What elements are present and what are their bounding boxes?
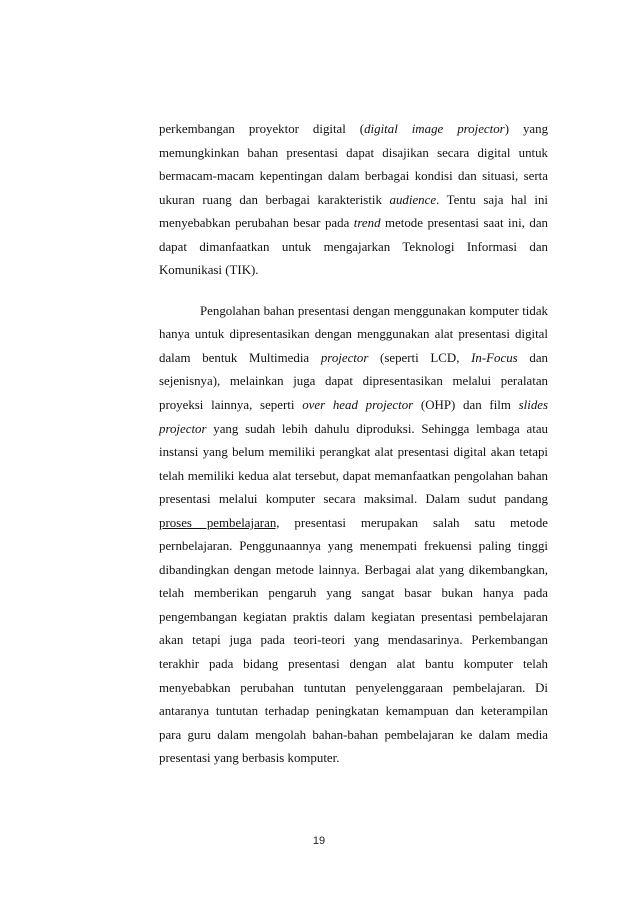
page-number: 19 [312, 835, 326, 847]
italic-text: slides projector [159, 398, 549, 436]
body-text [159, 118, 548, 771]
italic-text: trend [353, 216, 381, 231]
text-run: ) yang memungkinkan bahan presentasi dapat disajikan secara digital untuk bermacam-macam kepentingan dalam berbagai kondisi dan situasi, serta ukuran ruang dan berbagai karakteristik [159, 122, 549, 207]
paragraph-2 [159, 300, 548, 771]
text-run: (OHP) dan film [413, 398, 519, 413]
italic-text: projector [320, 350, 369, 365]
text-run: perkembangan proyektor digital ( [159, 122, 365, 136]
italic-text: over head projector [302, 398, 414, 413]
italic-text: digital image projector [364, 122, 505, 136]
paragraph-1 [159, 118, 548, 283]
italic-text: In-Focus [471, 350, 518, 365]
italic-text: audience [389, 192, 437, 207]
text-run: yang sudah lebih dahulu diproduksi. Sehingga lembaga atau instansi yang belum memiliki perangkat alat presentasi digital akan tetapi telah memiliki kedua alat tersebut, dapat memanfaatkan pengolahan bahan presentasi melalui komputer secara maksimal. Dalam sudut pandang [159, 421, 548, 507]
underlined-text: proses pembelajaran, [159, 515, 280, 530]
text-run: . Tentu saja hal ini menyebabkan perubahan besar pada [159, 192, 548, 231]
text-run: Pengolahan bahan presentasi dengan menggunakan komputer tidak hanya untuk dipresentasikan dengan menggunakan alat presentasi digital dalam bentuk Multimedia [159, 303, 548, 365]
text-run: dan sejenisnya), melainkan juga dapat dipresentasikan melalui peralatan proyeksi lainnya, seperti [159, 350, 548, 413]
text-run: metode presentasi saat ini, dan dapat dimanfaatkan untuk mengajarkan Teknologi Informasi dan Komunikasi (TIK). [159, 216, 548, 278]
text-run: presentasi merupakan salah satu metode pernbelajaran. Penggunaannya yang menempati frekuensi paling tinggi dibandingkan dengan metode lainnya. Berbagai alat yang dikembangkan, telah memberikan pengaruh yang sangat basar bukan hanya pada pengembangan kegiatan praktis dalam kegiatan presentasi pembelajaran akan tetapi juga pada teori-teori yang mendasarinya. Perkembangan terakhir pada bidang presentasi dengan alat bantu komputer telah menyebabkan perubahan tuntutan penyelenggaraan pembelajaran. Di antaranya tuntutan terhadap peningkatan kemampuan dan keterampilan para guru dalam mengolah bahan-bahan pembelajaran ke dalam media presentasi yang berbasis komputer. [159, 515, 549, 766]
text-run: (seperti LCD, [368, 350, 472, 365]
